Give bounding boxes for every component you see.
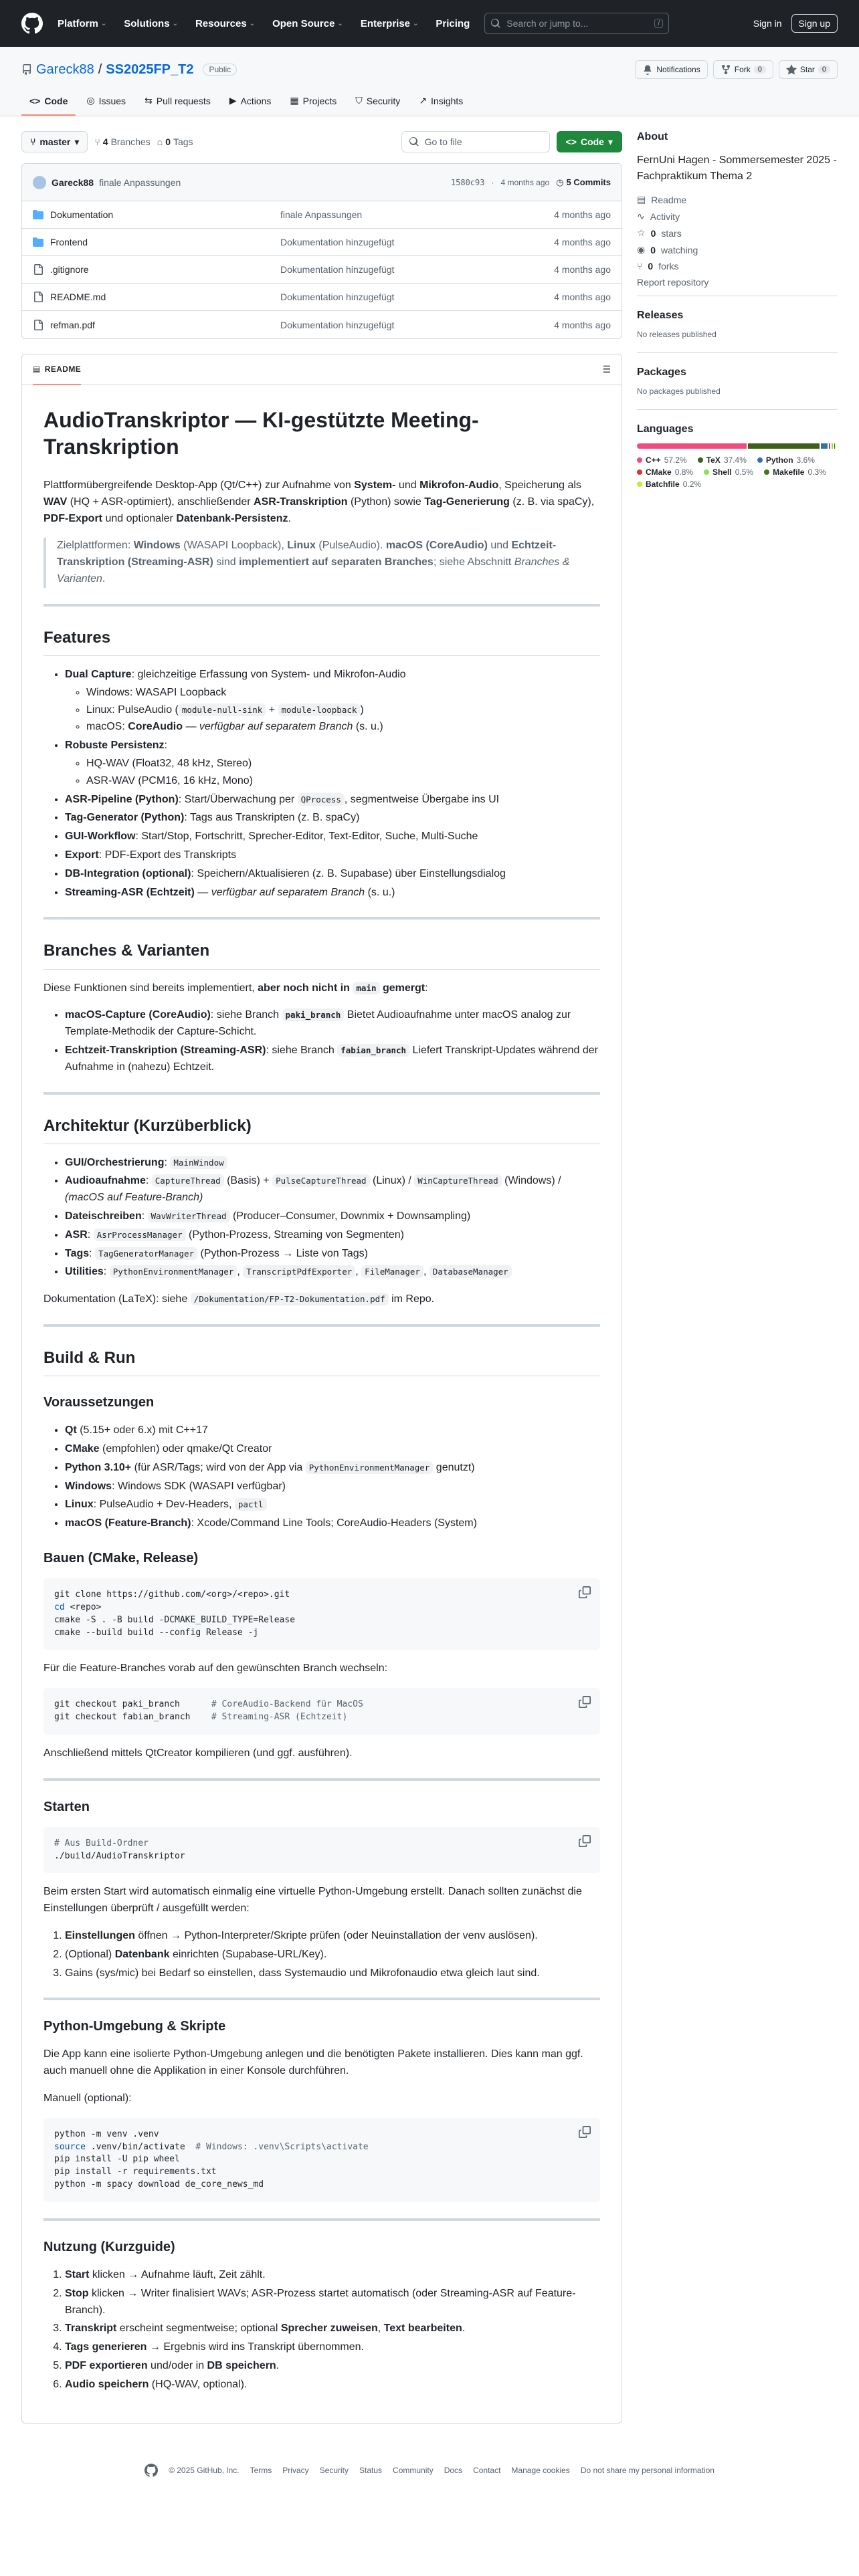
heading-branches: Branches & Varianten bbox=[43, 938, 600, 969]
file-name-link[interactable]: Dokumentation bbox=[50, 209, 114, 220]
nav-pricing[interactable]: Pricing bbox=[436, 17, 470, 29]
footer-link-docs[interactable]: Docs bbox=[444, 2465, 463, 2475]
book-icon: ▤ bbox=[33, 364, 41, 374]
copy-icon[interactable] bbox=[579, 2126, 591, 2138]
releases-text: No releases published bbox=[637, 330, 717, 339]
file-row[interactable] bbox=[22, 256, 622, 284]
code-button-label: Code bbox=[580, 136, 604, 147]
watching-label: watching bbox=[661, 244, 698, 255]
file-icon bbox=[33, 320, 43, 330]
pull-request-icon: ⇆ bbox=[145, 95, 153, 106]
list-item: • Export: PDF-Export des Transkripts bbox=[65, 847, 600, 864]
outline-list-icon[interactable]: ☰ bbox=[602, 364, 611, 374]
list-item: • macOS (Feature-Branch): Xcode/Command Line Tools; CoreAudio-Headers (System) bbox=[65, 1515, 600, 1532]
divider bbox=[43, 2218, 600, 2221]
tags-count: 0 bbox=[165, 136, 171, 147]
list-item: • Qt (5.15+ oder 6.x) mit C++17 bbox=[65, 1422, 600, 1439]
watching-count: 0 bbox=[650, 244, 656, 255]
forks-count: 0 bbox=[648, 261, 654, 272]
report-label: Report repository bbox=[637, 277, 709, 288]
footer-link-community[interactable]: Community bbox=[393, 2465, 434, 2475]
footer-link-privacy[interactable]: Privacy bbox=[282, 2465, 309, 2475]
language-item[interactable]: Makefile 0.3% bbox=[764, 467, 826, 477]
divider bbox=[43, 1092, 600, 1095]
branch-name: master bbox=[39, 136, 71, 147]
code-block-build: git clone https://github.com/<org>/<repo>.git cd <repo> cmake -S . -B build -DCMAKE_BUILD_TYPE=Release cmake --build build --config Release -j bbox=[43, 1578, 600, 1650]
caret-down-icon: ▾ bbox=[74, 136, 80, 147]
tab-security[interactable] bbox=[347, 90, 408, 116]
footer-link-terms[interactable]: Terms bbox=[250, 2465, 272, 2475]
language-bar-segment bbox=[829, 443, 830, 449]
branches-count: 4 bbox=[102, 136, 108, 147]
language-dot-icon bbox=[764, 469, 769, 475]
forks-link[interactable] bbox=[637, 261, 838, 272]
notifications-button[interactable] bbox=[635, 60, 707, 79]
sign-in-link[interactable]: Sign in bbox=[753, 18, 782, 29]
fork-button[interactable] bbox=[713, 60, 773, 79]
fork-count: 0 bbox=[754, 66, 766, 74]
tab-actions[interactable] bbox=[221, 90, 280, 116]
nav-resources[interactable]: Resources ⌄ bbox=[195, 17, 256, 29]
commits-count: 5 Commits bbox=[566, 177, 611, 187]
readme-panel bbox=[21, 354, 622, 2424]
about-section bbox=[637, 131, 838, 288]
nav-open-source[interactable]: Open Source ⌄ bbox=[272, 17, 343, 29]
graph-icon: ↗ bbox=[419, 95, 427, 106]
chevron-down-icon: ⌄ bbox=[337, 19, 343, 27]
heading-architecture: Architektur (Kurzüberblick) bbox=[43, 1113, 600, 1144]
compile-note: Anschließend mittels QtCreator kompilieren (und ggf. ausführen). bbox=[43, 1747, 353, 1759]
list-item: • Tags: TagGeneratorManager (Python-Prozess → Liste von Tags) bbox=[65, 1246, 600, 1263]
copy-icon[interactable] bbox=[579, 1586, 591, 1598]
list-item: • GUI-Workflow: Start/Stop, Fortschritt, Sprecher-Editor, Text-Editor, Suche, Multi-Suche bbox=[65, 829, 600, 845]
list-item: 5. PDF exportieren und/oder in DB speichern. bbox=[65, 2358, 600, 2375]
start-paragraph: Beim ersten Start wird automatisch einmalig eine virtuelle Python-Umgebung erstellt. Danach sollten zunächst die Einstellungen überprüft / ausgefüllt werden: bbox=[43, 1886, 582, 1915]
heading-usage: Nutzung (Kurzguide) bbox=[43, 2239, 175, 2254]
chevron-down-icon: ⌄ bbox=[413, 19, 419, 27]
search-input[interactable] bbox=[484, 13, 669, 34]
packages-text: No packages published bbox=[637, 387, 721, 396]
file-date: 4 months ago bbox=[554, 319, 611, 330]
intro-paragraph: Plattformübergreifende Desktop-App (Qt/C++) zur Aufnahme von System- und Mikrofon-Audio, Speicherung als WAV (HQ + ASR-optimiert), anschließender ASR-Transkription (Python) sowie Tag-Generierung (z. B. via spaCy), PDF-Export und optionaler Datenbank-Persistenz. bbox=[43, 479, 595, 524]
list-item: ◦ Linux: PulseAudio ( module-null-sink + module-loopback ) bbox=[86, 702, 600, 719]
commits-link[interactable] bbox=[556, 177, 611, 188]
list-item: • Linux: PulseAudio + Dev-Headers, pactl bbox=[65, 1497, 600, 1513]
code-block-start: # Aus Build-Ordner ./build/AudioTranskriptor bbox=[43, 1827, 600, 1874]
list-item: • macOS-Capture (CoreAudio): siehe Branch paki_branch Bietet Audioaufnahme unter macOS analog zur Template-Methodik der Capture-Schicht. bbox=[65, 1007, 600, 1041]
file-row[interactable] bbox=[22, 311, 622, 338]
footer-link-contact[interactable]: Contact bbox=[473, 2465, 501, 2475]
list-item: 1. Einstellungen öffnen → Python-Interpreter/Skripte prüfen (oder Neuinstallation der venv auslösen). bbox=[65, 1928, 600, 1945]
folder-icon bbox=[33, 209, 43, 220]
tags-label: Tags bbox=[173, 136, 193, 147]
language-dot-icon bbox=[757, 457, 763, 463]
search-icon bbox=[409, 136, 419, 147]
list-item: • GUI/Orchestrierung: MainWindow bbox=[65, 1155, 600, 1172]
file-commit-message[interactable]: Dokumentation hinzugefügt bbox=[280, 237, 395, 247]
branch-select[interactable] bbox=[21, 131, 88, 152]
languages-title: Languages bbox=[637, 423, 694, 435]
branches-link[interactable] bbox=[94, 136, 150, 147]
heading-start: Starten bbox=[43, 1799, 90, 1814]
sign-up-button[interactable]: Sign up bbox=[791, 14, 838, 33]
manual-label: Manuell (optional): bbox=[43, 2092, 132, 2104]
packages-section bbox=[637, 352, 838, 409]
folder-icon bbox=[33, 237, 43, 247]
repo-description: FernUni Hagen - Sommersemester 2025 - Fachpraktikum Thema 2 bbox=[637, 154, 837, 182]
language-item[interactable]: CMake 0.8% bbox=[637, 467, 693, 477]
start-steps-list bbox=[43, 1928, 600, 1981]
language-item[interactable]: Batchfile 0.2% bbox=[637, 479, 701, 489]
github-logo-icon[interactable] bbox=[145, 2464, 158, 2477]
github-logo-icon[interactable] bbox=[21, 13, 43, 34]
branch-icon: ⑂ bbox=[94, 136, 100, 147]
file-name-link[interactable]: README.md bbox=[50, 292, 106, 302]
tag-icon: ⌂ bbox=[157, 136, 163, 147]
repo-icon bbox=[21, 64, 32, 75]
search-shortcut-key: / bbox=[654, 19, 663, 28]
languages-section bbox=[637, 409, 838, 502]
list-item: • Robuste Persistenz: ◦ HQ-WAV (Float32, 48 kHz, Stereo) ◦ ASR-WAV (PCM16, 16 kHz, Mono) bbox=[65, 738, 600, 789]
repo-title bbox=[21, 62, 237, 78]
feature-branch-note: Für die Feature-Branches vorab auf den gewünschten Branch wechseln: bbox=[43, 1662, 388, 1675]
chevron-down-icon: ⌄ bbox=[172, 19, 178, 27]
repo-owner-link[interactable]: Gareck88 bbox=[36, 62, 94, 77]
pulse-icon: ∿ bbox=[637, 211, 645, 221]
file-name-link[interactable]: .gitignore bbox=[50, 264, 89, 275]
heading-features: Features bbox=[43, 625, 600, 656]
python-env-paragraph: Die App kann eine isolierte Python-Umgebung anlegen und die benötigten Pakete installieren. Dies kann man ggf. auch manuell ohne die Applikation in einer Konsole durchführen. bbox=[43, 2048, 583, 2077]
shield-icon: ⛉ bbox=[355, 95, 363, 106]
activity-link[interactable] bbox=[637, 211, 838, 222]
platform-note: Zielplattformen: Windows (WASAPI Loopback), Linux (PulseAudio). macOS (CoreAudio) und Echtzeit-Transkription (Streaming-ASR) sind implementiert auf separaten Branches; siehe Abschnitt Branches & Varianten. bbox=[43, 538, 600, 587]
repo-tabs bbox=[21, 90, 838, 116]
code-block-python: python -m venv .venv source .venv/bin/activate # Windows: .venv\Scripts\activate pip install -U pip wheel pip install -r requirements.txt python -m spacy download de_core_news_md bbox=[43, 2118, 600, 2202]
file-date: 4 months ago bbox=[554, 209, 611, 220]
list-item: ◦ HQ-WAV (Float32, 48 kHz, Stereo) bbox=[86, 756, 600, 772]
readme-tab-label: README bbox=[44, 364, 82, 374]
language-bar-segment bbox=[821, 443, 828, 449]
file-date: 4 months ago bbox=[554, 237, 611, 247]
branches-label: Branches bbox=[110, 136, 151, 147]
list-item: 2. (Optional) Datenbank einrichten (Supabase-URL/Key). bbox=[65, 1947, 600, 1963]
branch-icon: ⑂ bbox=[30, 136, 36, 147]
tab-projects[interactable] bbox=[282, 90, 345, 116]
about-title: About bbox=[637, 131, 668, 142]
go-to-file-placeholder: Go to file bbox=[424, 136, 462, 147]
language-dot-icon bbox=[704, 469, 709, 475]
tab-label: Actions bbox=[240, 95, 272, 106]
nav-solutions[interactable]: Solutions ⌄ bbox=[124, 17, 178, 29]
file-icon bbox=[33, 264, 43, 275]
file-commit-message[interactable]: finale Anpassungen bbox=[280, 209, 363, 220]
code-dropdown-button[interactable] bbox=[557, 131, 622, 152]
table-icon: ▦ bbox=[290, 95, 299, 106]
releases-section bbox=[637, 296, 838, 352]
branches-intro: Diese Funktionen sind bereits implementiert, aber noch nicht in main gemergt: bbox=[43, 982, 428, 994]
main-column bbox=[21, 131, 622, 2424]
visibility-badge: Public bbox=[203, 64, 237, 76]
heading-build: Build & Run bbox=[43, 1346, 600, 1376]
readme-title: AudioTranskriptor — KI-gestützte Meeting-Transkription bbox=[43, 408, 479, 459]
stars-link[interactable] bbox=[637, 227, 838, 239]
activity-label: Activity bbox=[650, 211, 680, 222]
file-commit-message[interactable]: Dokumentation hinzugefügt bbox=[280, 292, 395, 302]
language-item[interactable]: C++ 57.2% bbox=[637, 455, 687, 465]
readme-link[interactable] bbox=[637, 194, 838, 205]
file-row[interactable] bbox=[22, 284, 622, 311]
readme-label: Readme bbox=[651, 194, 687, 205]
divider bbox=[43, 917, 600, 920]
chevron-down-icon: ⌄ bbox=[100, 19, 107, 27]
file-list bbox=[21, 163, 622, 339]
latest-commit bbox=[22, 164, 622, 201]
list-item: 4. Tags generieren → Ergebnis wird ins Transkript übernommen. bbox=[65, 2339, 600, 2356]
star-label: Star bbox=[799, 65, 815, 74]
play-icon: ▶ bbox=[229, 95, 237, 106]
search-placeholder: Search or jump to... bbox=[506, 18, 589, 29]
list-item: • CMake (empfohlen) oder qmake/Qt Creator bbox=[65, 1441, 600, 1458]
watchers-link[interactable] bbox=[637, 244, 838, 255]
language-item[interactable]: Python 3.6% bbox=[757, 455, 815, 465]
star-icon bbox=[786, 64, 797, 75]
commit-message[interactable]: finale Anpassungen bbox=[99, 177, 181, 188]
tab-label: Insights bbox=[431, 95, 464, 106]
site-footer bbox=[0, 2464, 859, 2564]
fork-icon bbox=[721, 64, 731, 75]
list-item: 1. Start klicken → Aufnahme läuft, Zeit zählt. bbox=[65, 2267, 600, 2284]
list-item: ◦ macOS: CoreAudio — verfügbar auf separatem Branch (s. u.) bbox=[86, 719, 600, 736]
forks-label: forks bbox=[658, 261, 679, 272]
issue-icon: ◎ bbox=[86, 95, 95, 106]
commit-time: 4 months ago bbox=[500, 177, 550, 187]
report-repository-link[interactable] bbox=[637, 277, 838, 288]
list-item: ◦ ASR-WAV (PCM16, 16 kHz, Mono) bbox=[86, 773, 600, 790]
branches-list bbox=[43, 1007, 600, 1075]
architecture-list bbox=[43, 1155, 600, 1281]
fork-icon: ⑂ bbox=[637, 261, 643, 272]
language-item[interactable]: TeX 37.4% bbox=[698, 455, 747, 465]
heading-requirements: Voraussetzungen bbox=[43, 1395, 155, 1410]
nav-platform[interactable]: Platform ⌄ bbox=[58, 17, 107, 29]
heading-build-cmake: Bauen (CMake, Release) bbox=[43, 1551, 199, 1566]
list-item: 6. Audio speichern (HQ-WAV, optional). bbox=[65, 2377, 600, 2393]
tab-code[interactable] bbox=[21, 90, 76, 116]
list-item: • ASR: AsrProcessManager (Python-Prozess, Streaming von Segmenten) bbox=[65, 1227, 600, 1244]
readme-tab[interactable] bbox=[33, 354, 81, 385]
global-nav bbox=[58, 18, 470, 29]
notifications-label: Notifications bbox=[656, 65, 700, 74]
footer-link-do-not-share[interactable]: Do not share my personal information bbox=[580, 2465, 714, 2475]
tab-issues[interactable] bbox=[78, 90, 134, 116]
file-commit-message[interactable]: Dokumentation hinzugefügt bbox=[280, 264, 395, 275]
code-icon: <> bbox=[29, 95, 41, 106]
book-icon: ▤ bbox=[637, 194, 646, 205]
search-icon bbox=[490, 18, 501, 29]
tab-label: Projects bbox=[302, 95, 337, 106]
documentation-paragraph: Dokumentation (LaTeX): siehe /Dokumentation/FP-T2-Dokumentation.pdf im Repo. bbox=[43, 1293, 435, 1305]
footer-link-security[interactable]: Security bbox=[319, 2465, 349, 2475]
tab-label: Security bbox=[366, 95, 401, 106]
tags-link[interactable] bbox=[157, 136, 193, 147]
file-name-link[interactable]: refman.pdf bbox=[50, 319, 95, 330]
list-item: ◦ Windows: WASAPI Loopback bbox=[86, 685, 600, 702]
readme-content bbox=[22, 385, 622, 2423]
site-header bbox=[0, 0, 859, 47]
footer-link-cookies[interactable]: Manage cookies bbox=[511, 2465, 570, 2475]
nav-enterprise[interactable]: Enterprise ⌄ bbox=[360, 17, 419, 29]
sidebar bbox=[637, 131, 838, 2424]
copy-icon[interactable] bbox=[579, 1835, 591, 1847]
tab-label: Pull requests bbox=[156, 95, 211, 106]
commit-hash[interactable]: 1580c93 bbox=[450, 177, 485, 187]
language-dot-icon bbox=[637, 469, 642, 475]
separator: · bbox=[491, 177, 494, 187]
language-dot-icon bbox=[637, 481, 642, 487]
bell-icon bbox=[642, 64, 653, 75]
list-item: • ASR-Pipeline (Python): Start/Überwachung per QProcess , segmentweise Übergabe ins UI bbox=[65, 792, 600, 809]
tab-pull-requests[interactable] bbox=[136, 90, 219, 116]
commit-author[interactable]: Gareck88 bbox=[52, 177, 94, 188]
code-block-checkout: git checkout paki_branch # CoreAudio-Backend für MacOS git checkout fabian_branch # Streaming-ASR (Echtzeit) bbox=[43, 1688, 600, 1735]
file-name-link[interactable]: Frontend bbox=[50, 237, 88, 247]
copyright: © 2025 GitHub, Inc. bbox=[169, 2465, 240, 2475]
usage-list bbox=[43, 2267, 600, 2393]
features-list bbox=[43, 667, 600, 901]
heading-python-env: Python-Umgebung & Skripte bbox=[43, 2019, 226, 2034]
tab-insights[interactable] bbox=[411, 90, 471, 116]
file-commit-message[interactable]: Dokumentation hinzugefügt bbox=[280, 319, 395, 330]
language-list bbox=[637, 455, 838, 489]
footer-link-status[interactable]: Status bbox=[359, 2465, 383, 2475]
caret-down-icon: ▾ bbox=[607, 136, 613, 147]
divider bbox=[43, 1778, 600, 1781]
history-icon: ◷ bbox=[556, 177, 564, 187]
tab-label: Code bbox=[44, 95, 68, 106]
repo-slash: / bbox=[98, 62, 102, 77]
list-item: • Streaming-ASR (Echtzeit) — verfügbar auf separatem Branch (s. u.) bbox=[65, 885, 600, 901]
list-item: • Echtzeit-Transkription (Streaming-ASR): siehe Branch fabian_branch Liefert Transkript-Updates während der Aufnahme in (nahezu) Echtzeit. bbox=[65, 1043, 600, 1076]
code-icon: <> bbox=[565, 136, 577, 147]
language-bar bbox=[637, 443, 838, 449]
list-item: • Python 3.10+ (für ASR/Tags; wird von der App via PythonEnvironmentManager genutzt) bbox=[65, 1460, 600, 1477]
list-item: • DB-Integration (optional): Speichern/Aktualisieren (z. B. Supabase) über Einstellungsdialog bbox=[65, 866, 600, 883]
repo-name-link[interactable]: SS2025FP_T2 bbox=[106, 62, 194, 77]
repo-header bbox=[0, 47, 859, 116]
language-bar-segment bbox=[834, 443, 835, 449]
language-bar-segment bbox=[748, 443, 820, 449]
requirements-list bbox=[43, 1422, 600, 1532]
list-item: 3. Gains (sys/mic) bei Bedarf so einstellen, dass Systemaudio und Mikrofonaudio etwa gleich laut sind. bbox=[65, 1965, 600, 1982]
star-button[interactable] bbox=[779, 60, 838, 79]
file-icon bbox=[33, 292, 43, 302]
divider bbox=[43, 604, 600, 607]
list-item: • Tag-Generator (Python): Tags aus Transkripten (z. B. spaCy) bbox=[65, 810, 600, 827]
packages-title[interactable]: Packages bbox=[637, 366, 686, 378]
divider bbox=[43, 1998, 600, 2000]
tab-label: Issues bbox=[98, 95, 126, 106]
eye-icon: ◉ bbox=[637, 244, 646, 255]
language-bar-segment bbox=[637, 443, 747, 449]
avatar[interactable] bbox=[33, 176, 46, 189]
list-item: • Audioaufnahme: CaptureThread (Basis) + PulseCaptureThread (Linux) / WinCaptureThread (Windows) / (macOS auf Feature-Branch) bbox=[65, 1173, 600, 1206]
divider bbox=[43, 1324, 600, 1327]
copy-icon[interactable] bbox=[579, 1696, 591, 1708]
file-row[interactable] bbox=[22, 229, 622, 256]
fork-label: Fork bbox=[734, 65, 751, 74]
language-item[interactable]: Shell 0.5% bbox=[704, 467, 753, 477]
stars-label: stars bbox=[661, 227, 682, 239]
star-icon: ☆ bbox=[637, 227, 646, 238]
star-count: 0 bbox=[818, 66, 830, 74]
list-item: • Dateischreiben: WavWriterThread (Producer–Consumer, Downmix + Downsampling) bbox=[65, 1208, 600, 1225]
list-item: • Dual Capture: gleichzeitige Erfassung von System- und Mikrofon-Audio ◦ Windows: WASAPI Loopback ◦ Linux: PulseAudio ( module-null-sink + module-loopback ) ◦ macOS: CoreAudio — verfügbar auf separatem Branch (s. u.) bbox=[65, 667, 600, 736]
list-item: • Utilities: PythonEnvironmentManager , TranscriptPdfExporter , FileManager , DatabaseManager bbox=[65, 1264, 600, 1281]
file-date: 4 months ago bbox=[554, 292, 611, 302]
list-item: 3. Transkript erscheint segmentweise; optional Sprecher zuweisen, Text bearbeiten. bbox=[65, 2321, 600, 2337]
stars-count: 0 bbox=[650, 227, 656, 239]
file-row[interactable] bbox=[22, 201, 622, 229]
list-item: • Windows: Windows SDK (WASAPI verfügbar) bbox=[65, 1479, 600, 1495]
language-dot-icon bbox=[698, 457, 703, 463]
list-item: 2. Stop klicken → Writer finalisiert WAVs; ASR-Prozess startet automatisch (oder Streaming-ASR auf Feature-Branch). bbox=[65, 2286, 600, 2319]
go-to-file-input[interactable] bbox=[401, 131, 550, 152]
chevron-down-icon: ⌄ bbox=[249, 19, 256, 27]
releases-title[interactable]: Releases bbox=[637, 310, 684, 321]
language-dot-icon bbox=[637, 457, 642, 463]
file-date: 4 months ago bbox=[554, 264, 611, 275]
